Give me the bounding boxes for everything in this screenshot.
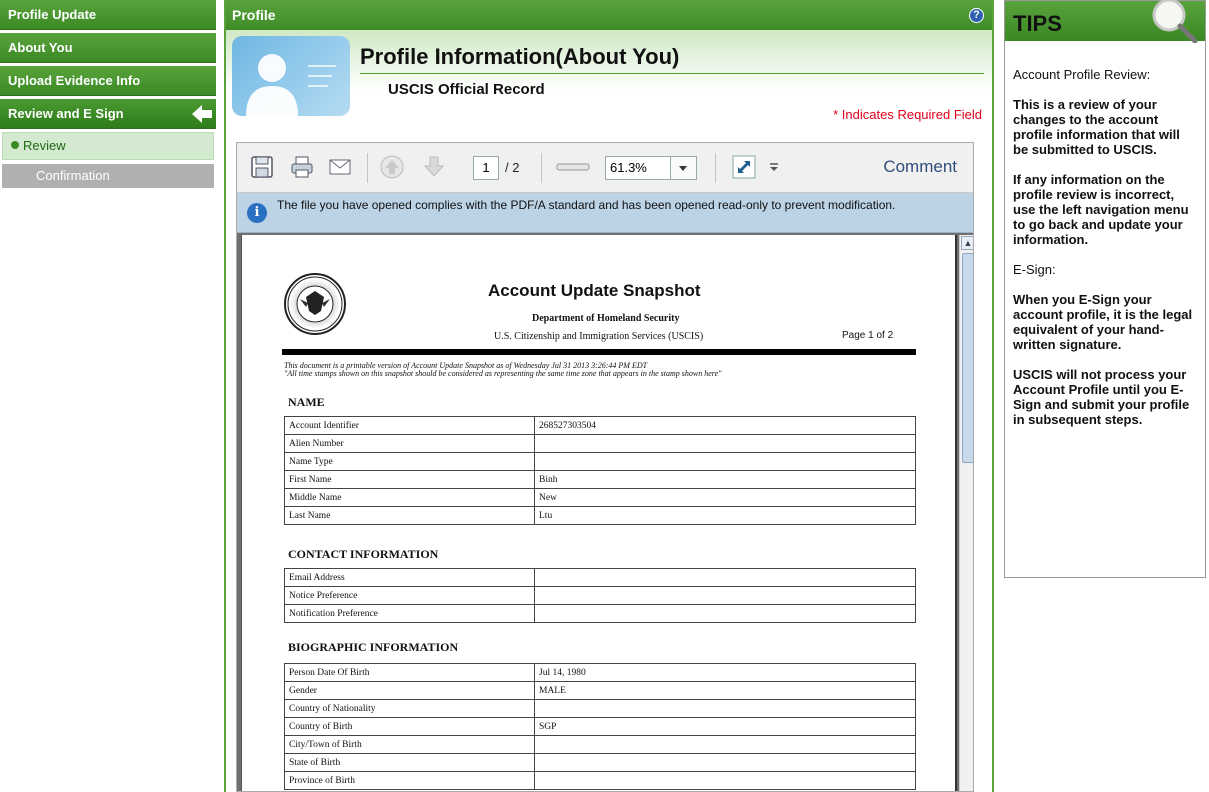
table-row — [285, 664, 916, 682]
table-row — [285, 417, 916, 435]
field-value — [535, 754, 916, 772]
tips-header — [1005, 1, 1205, 41]
table-row — [285, 507, 916, 525]
main-header-title: Profile — [232, 7, 276, 23]
profile-avatar-icon — [232, 36, 350, 116]
subnav-item-confirmation[interactable] — [2, 164, 214, 188]
field-value — [535, 772, 916, 790]
page-total-label: / 2 — [505, 160, 520, 175]
contact-table — [284, 568, 916, 623]
field-value: 268527303504 — [535, 417, 916, 435]
document-note: This document is a printable version of Account Update Snapshot as of Wednesday Jul 31 2013 3:26:44 PM EDT — [284, 361, 648, 370]
subnav-item-label: Confirmation — [36, 168, 110, 183]
field-value: Jul 14, 1980 — [535, 664, 916, 682]
fit-page-icon[interactable] — [731, 154, 757, 180]
field-label: Person Date Of Birth — [285, 664, 535, 682]
table-row — [285, 489, 916, 507]
print-icon[interactable] — [289, 154, 315, 180]
subnav-item-review[interactable] — [2, 132, 214, 160]
main-header — [226, 0, 992, 30]
table-row — [285, 736, 916, 754]
field-value: Binh — [535, 471, 916, 489]
table-row — [285, 772, 916, 790]
field-value — [535, 435, 916, 453]
table-row — [285, 700, 916, 718]
required-field-note: * Indicates Required Field — [833, 107, 982, 122]
name-table — [284, 416, 916, 525]
chevron-down-icon — [671, 157, 695, 179]
field-label: Country of Birth — [285, 718, 535, 736]
field-value: New — [535, 489, 916, 507]
table-row — [285, 682, 916, 700]
nav-item-about-you[interactable] — [0, 33, 216, 63]
nav-item-upload-evidence-info[interactable] — [0, 66, 216, 96]
table-row — [285, 453, 916, 471]
pdf-page — [241, 235, 957, 792]
pdf-vertical-scrollbar[interactable] — [959, 235, 974, 792]
nav-item-review-and-e-sign[interactable] — [0, 99, 216, 129]
field-value — [535, 605, 916, 623]
tips-paragraph: If any information on the profile review is incorrect, use the left navigation menu to go back and update your information. — [1013, 172, 1189, 247]
pdf-viewer — [236, 142, 974, 792]
scroll-up-icon[interactable]: ▲ — [961, 236, 974, 250]
dhs-seal-logo — [284, 273, 346, 335]
field-label: Gender — [285, 682, 535, 700]
title-divider — [360, 73, 984, 74]
section-title-contact: CONTACT INFORMATION — [288, 547, 439, 561]
field-label: Alien Number — [285, 435, 535, 453]
zoom-level-input[interactable]: 61.3% — [605, 156, 671, 180]
subnav-item-label: Review — [23, 138, 66, 153]
page-number-input[interactable]: 1 — [473, 156, 499, 180]
field-value — [535, 453, 916, 471]
zoom-dropdown-button[interactable] — [671, 156, 697, 180]
document-divider — [282, 349, 916, 355]
table-row — [285, 435, 916, 453]
help-icon[interactable]: ? — [969, 8, 984, 23]
field-value: Ltu — [535, 507, 916, 525]
save-icon[interactable] — [249, 154, 275, 180]
nav-item-label: About You — [8, 40, 73, 55]
previous-page-icon[interactable] — [379, 154, 405, 180]
nav-item-label: Profile Update — [8, 7, 97, 22]
field-value — [535, 587, 916, 605]
tips-paragraph: E-Sign: — [1013, 262, 1056, 277]
comment-button[interactable]: Comment — [883, 157, 957, 176]
field-label: Email Address — [285, 569, 535, 587]
zoom-out-icon[interactable] — [553, 154, 593, 180]
toolbar-divider — [367, 153, 368, 183]
field-label: Last Name — [285, 507, 535, 525]
profile-banner — [226, 30, 992, 130]
tips-paragraph: USCIS will not process your Account Profile until you E-Sign and submit your profile in subsequent steps. — [1013, 367, 1190, 427]
toolbar-overflow-icon[interactable] — [767, 154, 781, 180]
next-page-icon[interactable] — [421, 154, 447, 180]
tips-body — [1005, 41, 1205, 450]
field-label: Notification Preference — [285, 605, 535, 623]
field-label: First Name — [285, 471, 535, 489]
field-value: SGP — [535, 718, 916, 736]
table-row — [285, 718, 916, 736]
page-subtitle: USCIS Official Record — [388, 81, 545, 98]
document-title: Account Update Snapshot — [488, 281, 701, 300]
pdf-scroll-area — [237, 235, 974, 792]
field-label: Province of Birth — [285, 772, 535, 790]
magnifier-icon — [1139, 0, 1199, 43]
table-row — [285, 605, 916, 623]
field-label: Country of Nationality — [285, 700, 535, 718]
field-value — [535, 700, 916, 718]
left-navigation — [0, 0, 216, 792]
info-icon: i — [247, 203, 267, 223]
tips-paragraph: This is a review of your changes to the account profile information that will be submitted to USCIS. — [1013, 97, 1180, 157]
nav-item-label: Upload Evidence Info — [8, 73, 141, 88]
field-label: Name Type — [285, 453, 535, 471]
scrollbar-thumb[interactable] — [962, 253, 974, 463]
page-title: Profile Information(About You) — [360, 44, 680, 69]
field-label: City/Town of Birth — [285, 736, 535, 754]
section-title-biographic: BIOGRAPHIC INFORMATION — [288, 640, 459, 654]
table-row — [285, 471, 916, 489]
document-page-label: Page 1 of 2 — [842, 330, 894, 341]
pdf-info-bar — [237, 193, 973, 233]
email-icon[interactable] — [327, 154, 353, 180]
field-label: Notice Preference — [285, 587, 535, 605]
field-value — [535, 736, 916, 754]
table-row — [285, 754, 916, 772]
document-department: Department of Homeland Security — [532, 313, 680, 324]
table-row — [285, 587, 916, 605]
tips-paragraph: Account Profile Review: — [1013, 67, 1151, 82]
field-label: State of Birth — [285, 754, 535, 772]
active-dot-icon — [11, 141, 19, 149]
document-agency: U.S. Citizenship and Immigration Services (USCIS) — [494, 331, 704, 342]
pdf-toolbar — [237, 143, 973, 193]
biographic-table — [284, 663, 916, 790]
toolbar-divider — [541, 153, 542, 183]
section-title-name: NAME — [288, 395, 325, 409]
table-row — [285, 569, 916, 587]
pdf-info-message: The file you have opened complies with the PDF/A standard and has been opened read-only to prevent modification. — [277, 198, 896, 212]
tips-panel — [1004, 0, 1206, 578]
field-label: Account Identifier — [285, 417, 535, 435]
field-value — [535, 569, 916, 587]
nav-item-profile-update[interactable] — [0, 0, 216, 30]
tips-paragraph: When you E-Sign your account profile, it is the legal equivalent of your hand-written signature. — [1013, 292, 1193, 352]
document-note: "All time stamps shown on this snapshot should be considered as representing the same time zone that appears in the stamp shown here" — [284, 369, 722, 378]
main-panel — [224, 0, 994, 792]
field-label: Middle Name — [285, 489, 535, 507]
arrow-left-icon — [190, 103, 214, 125]
field-value: MALE — [535, 682, 916, 700]
toolbar-divider — [715, 153, 716, 183]
nav-item-label: Review and E Sign — [8, 106, 124, 121]
tips-title: TIPS — [1013, 11, 1062, 36]
